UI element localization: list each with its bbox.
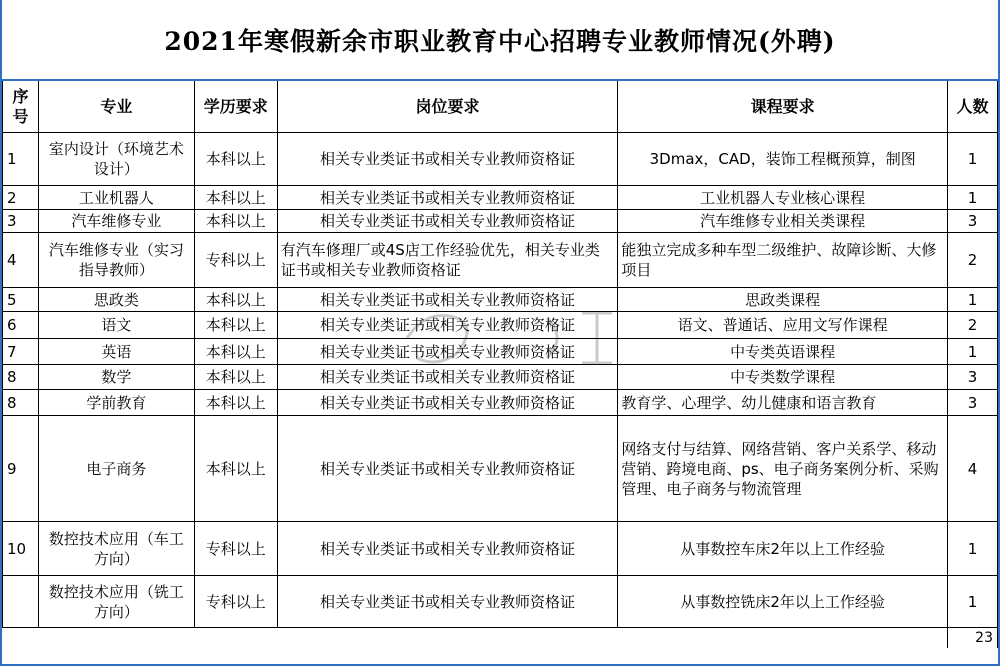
header-position: 岗位要求	[277, 81, 618, 133]
table-row	[3, 288, 998, 312]
row-course: 3Dmax，CAD，装饰工程概预算，制图	[618, 133, 948, 186]
row-course: 中专类数学课程	[618, 365, 948, 390]
table-row	[3, 390, 998, 416]
table-header-row	[3, 81, 998, 133]
row-education: 本科以上	[194, 365, 277, 390]
header-count: 人数	[948, 81, 998, 133]
page-title: 2021年寒假新余市职业教育中心招聘专业教师情况(外聘)	[164, 27, 836, 56]
row-position: 相关专业类证书或相关专业教师资格证	[277, 365, 618, 390]
row-education: 专科以上	[194, 233, 277, 288]
row-course: 语文、普通话、应用文写作课程	[618, 312, 948, 339]
row-major: 英语	[38, 339, 194, 365]
row-major: 学前教育	[38, 390, 194, 416]
table-row	[3, 210, 998, 233]
table-row	[3, 365, 998, 390]
row-count: 1	[948, 288, 998, 312]
row-major: 电子商务	[38, 416, 194, 522]
row-course: 教育学、心理学、幼儿健康和语言教育	[618, 390, 948, 416]
row-education: 本科以上	[194, 312, 277, 339]
row-position: 相关专业类证书或相关专业教师资格证	[277, 390, 618, 416]
row-education: 本科以上	[194, 390, 277, 416]
header-education: 学历要求	[194, 81, 277, 133]
row-major: 室内设计（环境艺术设计）	[38, 133, 194, 186]
row-course: 从事数控铣床2年以上工作经验	[618, 576, 948, 628]
row-no: 4	[3, 233, 39, 288]
header-major: 专业	[38, 81, 194, 133]
table-row	[3, 133, 998, 186]
row-education: 本科以上	[194, 416, 277, 522]
row-count: 1	[948, 522, 998, 576]
table-row	[3, 233, 998, 288]
total-spacer	[3, 628, 948, 649]
row-no: 9	[3, 416, 39, 522]
top-frame-line	[2, 79, 998, 81]
row-count: 3	[948, 365, 998, 390]
recruitment-table	[2, 80, 998, 648]
row-no: 2	[3, 186, 39, 210]
table-row	[3, 576, 998, 628]
row-no: 1	[3, 133, 39, 186]
row-position: 相关专业类证书或相关专业教师资格证	[277, 133, 618, 186]
row-education: 本科以上	[194, 288, 277, 312]
row-position: 相关专业类证书或相关专业教师资格证	[277, 186, 618, 210]
row-count: 1	[948, 186, 998, 210]
row-count: 3	[948, 390, 998, 416]
row-no: 5	[3, 288, 39, 312]
row-position: 相关专业类证书或相关专业教师资格证	[277, 312, 618, 339]
row-no: 6	[3, 312, 39, 339]
row-education: 专科以上	[194, 522, 277, 576]
row-course: 网络支付与结算、网络营销、客户关系学、移动营销、跨境电商、ps、电子商务案例分析、采购管理、电子商务与物流管理	[618, 416, 948, 522]
table-row	[3, 522, 998, 576]
row-count: 3	[948, 210, 998, 233]
header-course: 课程要求	[618, 81, 948, 133]
row-no: 8	[3, 390, 39, 416]
row-education: 本科以上	[194, 186, 277, 210]
row-no	[3, 576, 39, 628]
row-no: 8	[3, 365, 39, 390]
row-major: 数控技术应用（铣工方向）	[38, 576, 194, 628]
row-position: 有汽车修理厂或4S店工作经验优先，相关专业类证书或相关专业教师资格证	[277, 233, 618, 288]
row-education: 本科以上	[194, 339, 277, 365]
row-course: 思政类课程	[618, 288, 948, 312]
row-position: 相关专业类证书或相关专业教师资格证	[277, 576, 618, 628]
table-row	[3, 186, 998, 210]
table-row	[3, 416, 998, 522]
row-major: 汽车维修专业（实习指导教师）	[38, 233, 194, 288]
row-position: 相关专业类证书或相关专业教师资格证	[277, 288, 618, 312]
row-no: 7	[3, 339, 39, 365]
row-education: 专科以上	[194, 576, 277, 628]
table-row	[3, 312, 998, 339]
row-count: 2	[948, 312, 998, 339]
row-no: 3	[3, 210, 39, 233]
row-count: 1	[948, 339, 998, 365]
row-count: 4	[948, 416, 998, 522]
row-position: 相关专业类证书或相关专业教师资格证	[277, 416, 618, 522]
header-no: 序号	[3, 81, 39, 133]
row-education: 本科以上	[194, 210, 277, 233]
row-major: 数控技术应用（车工方向）	[38, 522, 194, 576]
row-education: 本科以上	[194, 133, 277, 186]
row-course: 工业机器人专业核心课程	[618, 186, 948, 210]
row-course: 从事数控车床2年以上工作经验	[618, 522, 948, 576]
row-count: 2	[948, 233, 998, 288]
row-major: 语文	[38, 312, 194, 339]
row-count: 1	[948, 133, 998, 186]
row-position: 相关专业类证书或相关专业教师资格证	[277, 210, 618, 233]
row-position: 相关专业类证书或相关专业教师资格证	[277, 522, 618, 576]
row-major: 汽车维修专业	[38, 210, 194, 233]
row-major: 数学	[38, 365, 194, 390]
table-row	[3, 339, 998, 365]
row-no: 10	[3, 522, 39, 576]
row-position: 相关专业类证书或相关专业教师资格证	[277, 339, 618, 365]
row-course: 能独立完成多种车型二级维护、故障诊断、大修项目	[618, 233, 948, 288]
row-course: 汽车维修专业相关类课程	[618, 210, 948, 233]
total-count: 23	[948, 628, 998, 649]
row-count: 1	[948, 576, 998, 628]
row-major: 思政类	[38, 288, 194, 312]
row-major: 工业机器人	[38, 186, 194, 210]
row-course: 中专类英语课程	[618, 339, 948, 365]
total-row	[3, 628, 998, 649]
